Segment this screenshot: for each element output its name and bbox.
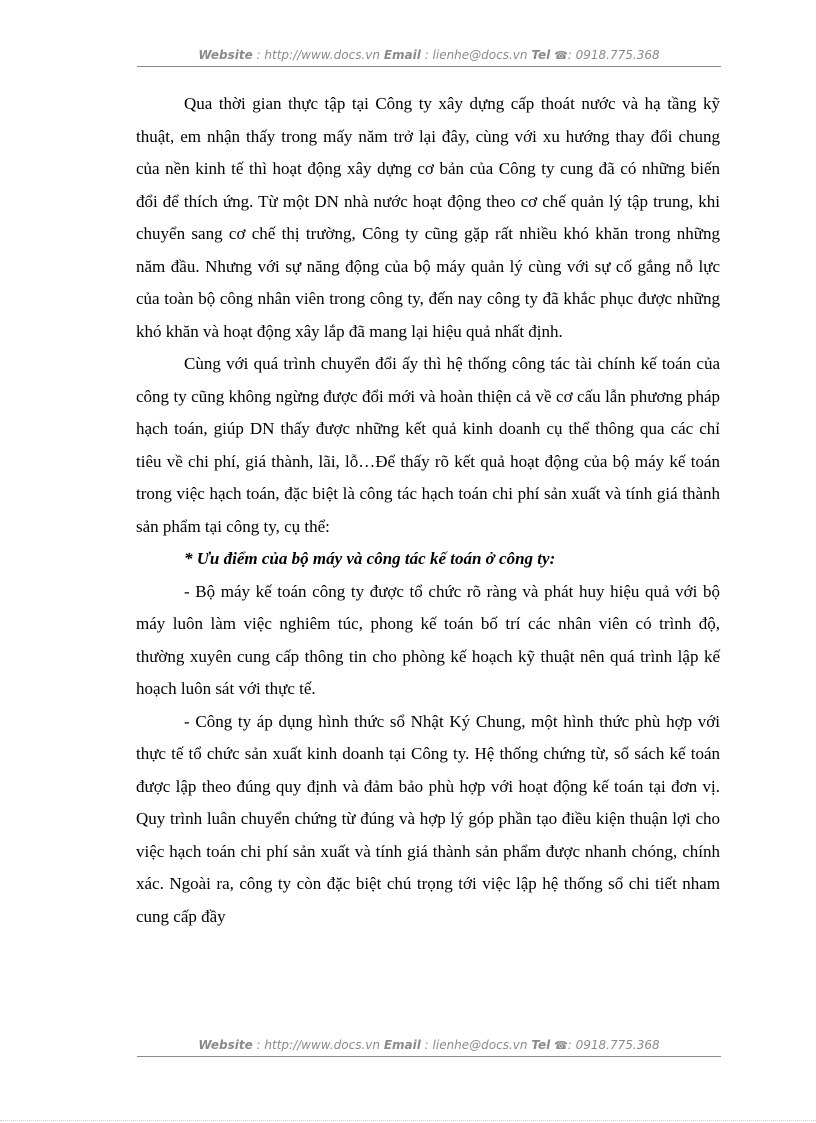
- footer-rule: [137, 1056, 721, 1057]
- page-header: [137, 47, 721, 64]
- phone-icon: ☎: [554, 49, 568, 62]
- paragraph-3: - Bộ máy kế toán công ty được tổ chức rõ ràng và phát huy hiệu quả với bộ máy luôn làm việc nghiêm túc, phong kế toán bố trí các nhân viên có trình độ, thường xuyên cung cấp thông tin cho phòng kế hoạch kỹ thuật nên quá trình lập kế hoạch luôn sát với thực tế.: [136, 581, 720, 698]
- paragraph-1: Qua thời gian thực tập tại Công ty xây dựng cấp thoát nước và hạ tầng kỹ thuật, em nhận thấy trong mấy năm trở lại đây, cùng với xu hướng thay đổi chung của nền kinh tế thì hoạt động xây dựng cơ bản của Công ty cung đã có những biến đổi để thích ứng. Từ một DN nhà nước hoạt động theo cơ chế quản lý tập trung, khi chuyển sang cơ chế thị trường, Công ty cũng gặp rất nhiều khó khăn trong những năm đầu. Nhưng với sự năng động của bộ máy quản lý cùng với sự cố gắng nỗ lực của toàn bộ công nhân viên trong công ty, đến nay công ty đã khắc phục được những khó khăn và hoạt động xây lắp đã mang lại hiệu quả nhất định.: [136, 94, 720, 341]
- header-website-value: : http://www.docs.vn: [256, 48, 380, 62]
- header-tel-value: : 0918.775.368: [567, 48, 660, 62]
- footer-website-value: : http://www.docs.vn: [256, 1038, 380, 1052]
- footer-tel-label: Tel: [531, 1038, 551, 1052]
- phone-icon: ☎: [554, 1039, 568, 1052]
- paragraph-2: Cùng với quá trình chuyển đổi ấy thì hệ thống công tác tài chính kế toán của công ty cũng không ngừng được đổi mới và hoàn thiện cả về cơ cấu lẫn phương pháp hạch toán, giúp DN thấy được những kết quả kinh doanh cụ thể thông qua các chỉ tiêu về chi phí, giá thành, lãi, lỗ…Để thấy rõ kết quả hoạt động của bộ máy kế toán trong việc hạch toán, đặc biệt là công tác hạch toán chi phí sản xuất và tính giá thành sản phẩm tại công ty, cụ thể:: [136, 354, 720, 536]
- header-rule: [137, 66, 721, 67]
- header-tel-label: Tel: [531, 48, 551, 62]
- header-website-label: Website: [198, 48, 253, 62]
- footer-website-label: Website: [198, 1038, 253, 1052]
- footer-tel-value: : 0918.775.368: [567, 1038, 660, 1052]
- header-email-value: : lienhe@docs.vn: [424, 48, 528, 62]
- header-email-label: Email: [383, 48, 421, 62]
- footer-email-value: : lienhe@docs.vn: [424, 1038, 528, 1052]
- page-bottom-border: [0, 1120, 816, 1121]
- document-body: [136, 88, 720, 933]
- paragraph-4: - Công ty áp dụng hình thức sổ Nhật Ký Chung, một hình thức phù hợp với thực tế tổ chức sản xuất kinh doanh tại Công ty. Hệ thống chứng từ, sổ sách kế toán được lập theo đúng quy định và đảm bảo phù hợp với hoạt động kế toán tại đơn vị. Quy trình luân chuyển chứng từ đúng và hợp lý góp phần tạo điều kiện thuận lợi cho việc hạch toán chi phí sản xuất và tính giá thành sản phẩm được nhanh chóng, chính xác. Ngoài ra, công ty còn đặc biệt chú trọng tới việc lập hệ thống sổ chi tiết nham cung cấp đầy: [136, 711, 720, 926]
- footer-email-label: Email: [383, 1038, 421, 1052]
- section-heading: * Ưu điểm của bộ máy và công tác kế toán ở công ty:: [184, 549, 556, 568]
- page-footer: [137, 1037, 721, 1054]
